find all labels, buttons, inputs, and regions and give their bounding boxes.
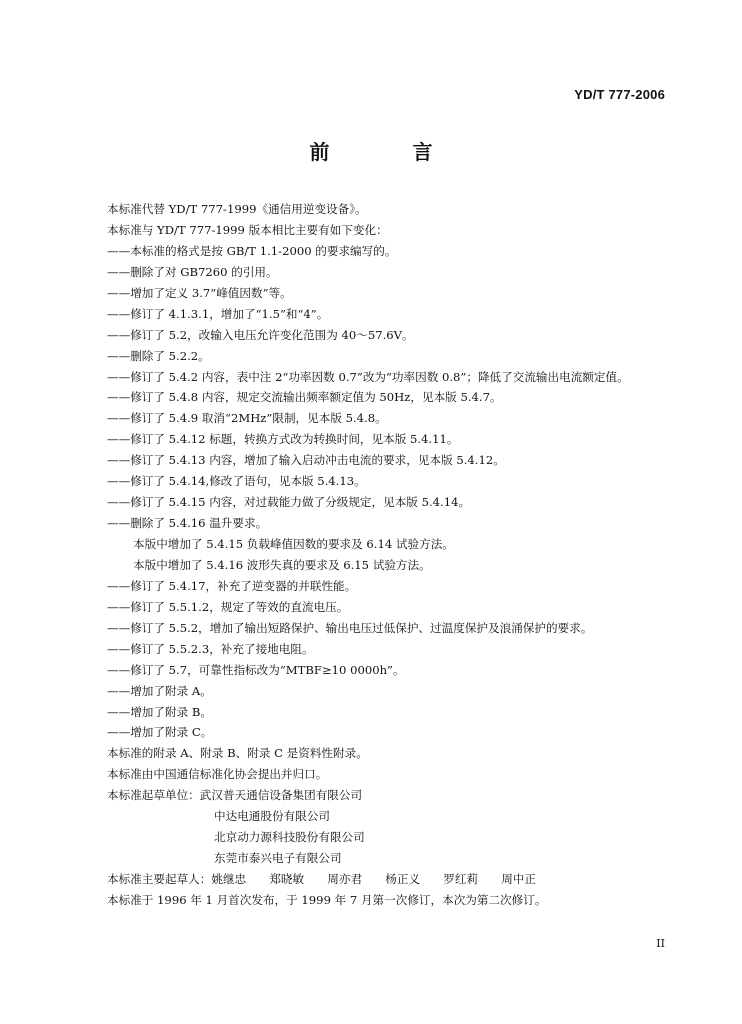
foreword-line: 北京动力源科技股份有限公司 (214, 830, 365, 845)
foreword-line: ——修订了 5.4.17，补充了逆变器的并联性能。 (107, 578, 357, 593)
foreword-line: 中达电通股份有限公司 (214, 809, 330, 824)
foreword-line: ——增加了附录 C。 (107, 725, 213, 740)
foreword-line: 本标准代替 YD/T 777-1999《通信用逆变设备》。 (107, 202, 367, 216)
foreword-line: ——修订了 5.5.2.3，补充了接地电阻。 (107, 641, 314, 656)
foreword-line: ——修订了 4.1.3.1，增加了“1.5”和“4”。 (107, 306, 329, 321)
foreword-line: ——修订了 5.4.9 取消“2MHz”限制，见本版 5.4.8。 (107, 411, 387, 426)
foreword-line: 本标准起草单位：武汉普天通信设备集团有限公司 (107, 788, 363, 803)
foreword-line: 东莞市泰兴电子有限公司 (214, 851, 342, 866)
foreword-line: 本标准与 YD/T 777-1999 版本相比主要有如下变化： (107, 222, 388, 237)
foreword-line: 本版中增加了 5.4.16 波形失真的要求及 6.15 试验方法。 (133, 557, 431, 572)
foreword-line: 本标准主要起草人：姚继忠 郑晓敏 周亦君 杨正义 罗红莉 周中正 (107, 872, 536, 886)
foreword-line: 本标准于 1996 年 1 月首次发布，于 1999 年 7 月第一次修订，本次为第二次修订。 (107, 892, 547, 907)
foreword-line: ——修订了 5.4.8 内容，规定交流输出频率额定值为 50Hz，见本版 5.4.7。 (107, 390, 502, 405)
foreword-line: ——本标准的格式是按 GB/T 1.1-2000 的要求编写的。 (107, 243, 397, 258)
page-number: II (656, 937, 665, 950)
foreword-line: ——修订了 5.5.1.2，规定了等效的直流电压。 (107, 599, 349, 614)
foreword-line: ——删除了对 GB7260 的引用。 (107, 264, 278, 279)
page-title: 前 言 (309, 140, 471, 164)
foreword-line: ——增加了定义 3.7“峰值因数”等。 (107, 285, 292, 300)
foreword-line: ——修订了 5.4.2 内容，表中注 2“功率因数 0.7”改为“功率因数 0.8”；降低了交流输出电流额定值。 (107, 369, 629, 384)
foreword-line: 本标准由中国通信标准化协会提出并归口。 (107, 767, 328, 782)
foreword-line: ——增加了附录 B。 (107, 704, 212, 719)
foreword-line: ——修订了 5.7，可靠性指标改为“MTBF≥10 0000h”。 (107, 662, 405, 677)
foreword-line: ——修订了 5.2，改输入电压允许变化范围为 40～57.6V。 (107, 327, 414, 342)
foreword-line: ——修订了 5.4.15 内容，对过载能力做了分级规定，见本版 5.4.14。 (107, 495, 471, 510)
foreword-line: 本版中增加了 5.4.15 负载峰值因数的要求及 6.14 试验方法。 (133, 537, 454, 551)
foreword-line: ——删除了 5.2.2。 (107, 348, 210, 363)
foreword-line: ——修订了 5.4.14,修改了语句，见本版 5.4.13。 (107, 474, 366, 489)
foreword-line: ——修订了 5.4.13 内容，增加了输入启动冲击电流的要求，见本版 5.4.12。 (107, 453, 505, 468)
foreword-line: ——删除了 5.4.16 温升要求。 (107, 516, 268, 531)
foreword-line: 本标准的附录 A、附录 B、附录 C 是资料性附录。 (107, 746, 368, 761)
foreword-line: ——修订了 5.5.2，增加了输出短路保护、输出电压过低保护、过温度保护及浪涌保护的要求。 (107, 620, 593, 635)
foreword-line: ——增加了附录 A。 (107, 683, 212, 698)
foreword-line: ——修订了 5.4.12 标题，转换方式改为转换时间，见本版 5.4.11。 (107, 432, 459, 447)
standard-code: YD/T 777-2006 (574, 87, 665, 102)
foreword-body (107, 199, 667, 911)
